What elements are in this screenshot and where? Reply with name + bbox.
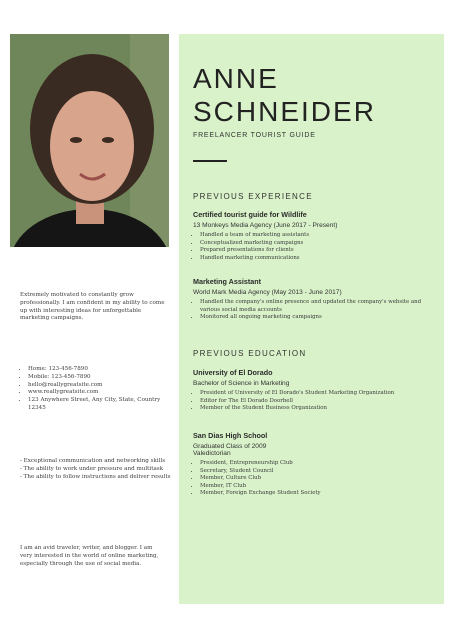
job-company: 13 Monkeys Media Agency (June 2017 - Present) [193, 222, 338, 229]
job-bullet: • Monitored all ongoing marketing campaigns [200, 314, 433, 322]
contact-address: • 123 Anywhere Street, Any City, State, Country 12345 [28, 397, 170, 413]
school-name: San Dias High School [193, 431, 268, 440]
skill-item: - The ability to work under pressure and multitask [20, 465, 164, 472]
name-last: SCHNEIDER [193, 96, 376, 127]
skill-item: - Exceptional communication and networking skills [20, 458, 166, 464]
school-degree: Bachelor of Science in Marketing [193, 380, 290, 387]
contact-list [20, 366, 170, 413]
job-title: FREELANCER TOURIST GUIDE [193, 132, 316, 139]
job-bullet: • Conceptualized marketing campaigns [200, 240, 433, 248]
contact-website[interactable]: • www.reallygreatsite.com [28, 389, 170, 397]
skill-item: - The ability to follow instructions and deliver results [20, 473, 171, 480]
school-class: Graduated Class of 2009 [193, 443, 267, 450]
job-company: World Mark Media Agency (May 2013 - June 2017) [193, 289, 342, 296]
job-bullet: • Handled the company's online presence and updated the company's website and various social media accounts [200, 299, 433, 314]
skills-list [20, 458, 180, 481]
job-title: Certified tourist guide for Wildlife [193, 210, 307, 219]
job-title: Marketing Assistant [193, 277, 262, 286]
summary-text: Extremely motivated to constantly grow professionally. I am confident in my ability to come up with interesting ideas for unforgettable marketing campaigns. [20, 292, 165, 322]
school-bullet: • Member of the Student Business Organization [200, 405, 433, 413]
experience-entry [193, 277, 433, 322]
school-bullet: • President, Entrepreneurship Club [200, 460, 433, 468]
education-heading: PREVIOUS EDUCATION [193, 349, 307, 358]
school-bullet: • Member, Culture Club [200, 475, 433, 483]
experience-entry [193, 210, 433, 262]
experience-heading: PREVIOUS EXPERIENCE [193, 192, 313, 201]
contact-mobile: • Mobile: 123-456-7890 [28, 374, 170, 382]
contact-email[interactable]: • hello@reallygreatsite.com [28, 382, 170, 390]
education-entry [193, 368, 433, 413]
school-bullet: • Member, IT Club [200, 483, 433, 491]
full-name [193, 62, 376, 128]
profile-photo [10, 34, 169, 247]
school-bullet: • Secretary, Student Council [200, 468, 433, 476]
education-entry [193, 431, 433, 498]
about-text: I am an avid traveler, writer, and blogger. I am very interested in the world of online marketing, especially through the use of social media. [20, 545, 159, 567]
job-bullet: • Prepared presentations for clients [200, 247, 433, 255]
name-first: ANNE [193, 63, 279, 94]
school-bullet: • Editor for The El Dorado Doorbell [200, 398, 433, 406]
school-name: University of El Dorado [193, 368, 273, 377]
divider [193, 160, 227, 162]
school-honor: Valedictorian [193, 450, 231, 457]
contact-home: • Home: 123-456-7890 [28, 366, 170, 374]
job-bullet: • Handled marketing communications [200, 255, 433, 263]
school-bullet: • Member, Foreign Exchange Student Society [200, 490, 433, 498]
job-bullet: • Handled a team of marketing assistants [200, 232, 433, 240]
school-bullet: • President of University of El Dorado's Student Marketing Organization [200, 390, 433, 398]
